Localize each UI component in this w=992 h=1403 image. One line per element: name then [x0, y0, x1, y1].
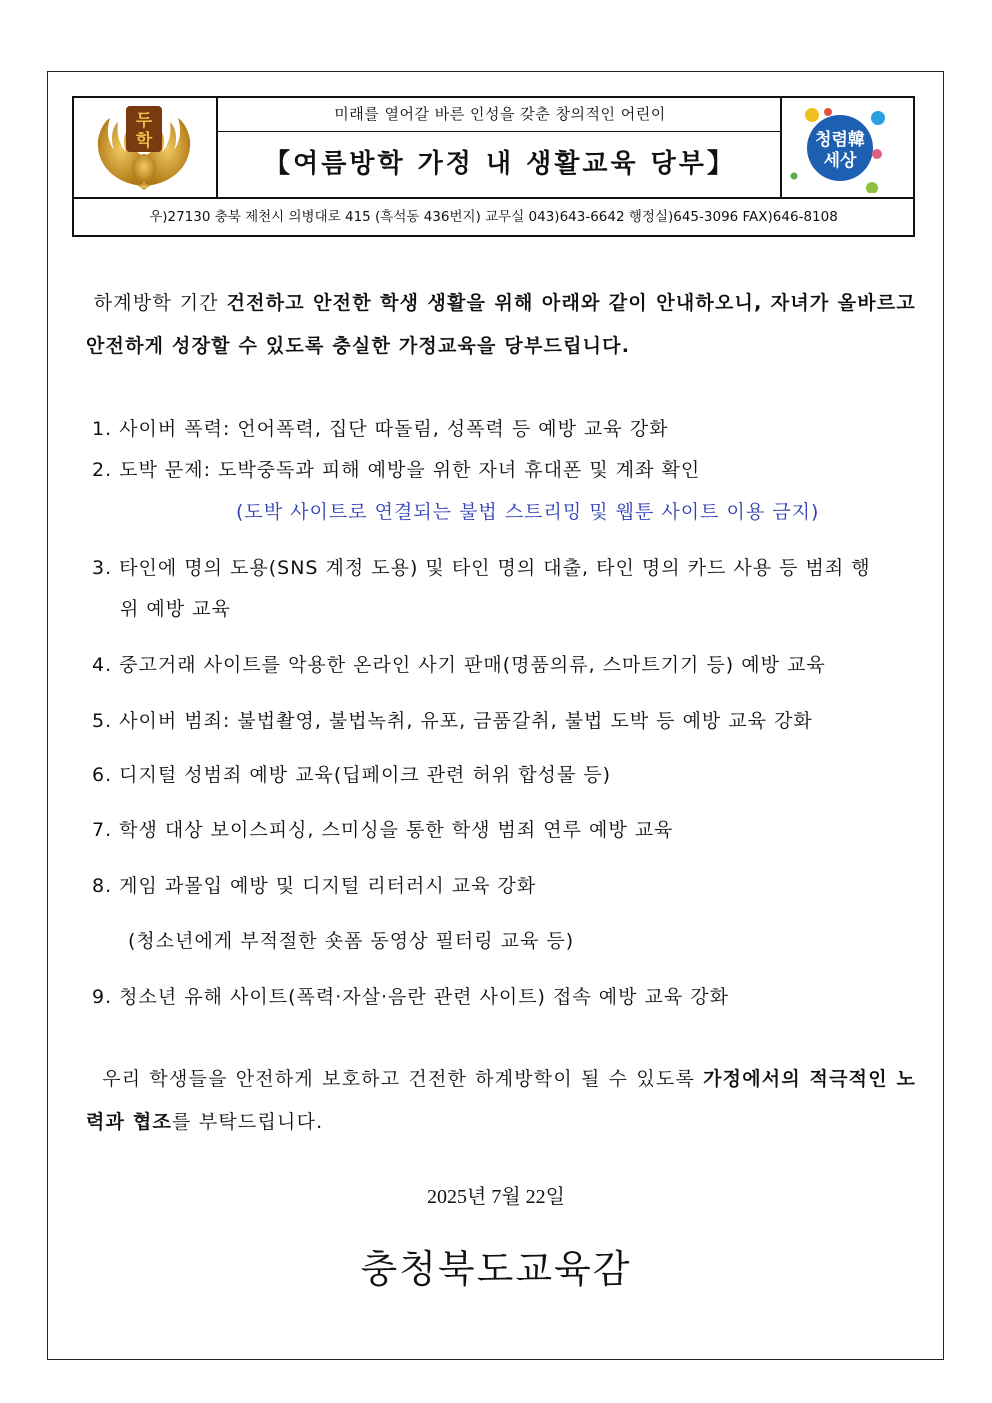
list-item: 1. 사이버 폭력: 언어폭력, 집단 따돌림, 성폭력 등 예방 교육 강화	[92, 418, 669, 440]
list-item: 7. 학생 대상 보이스피싱, 스미싱을 통한 학생 범죄 연루 예방 교육	[92, 819, 674, 841]
list-item: 4. 중고거래 사이트를 악용한 온라인 사기 판매(명품의류, 스마트기기 등) 예방 교육	[92, 654, 826, 676]
svg-text:청렴韓: 청렴韓	[815, 130, 865, 150]
closing-lead: 우리 학생들을 안전하게 보호하고 건전한 하계방학이 될 수 있도록	[102, 1068, 704, 1090]
list-item-continuation: 위 예방 교육	[120, 598, 231, 620]
closing-emphasis: 가정에서의 적극적인 노력과 협조	[86, 1068, 917, 1133]
page-title: 【여름방학 가정 내 생활교육 당부】	[264, 149, 736, 179]
list-item-note: (청소년에게 부적절한 숏폼 동영상 필터링 교육 등)	[128, 930, 575, 952]
list-item-note: (도박 사이트로 연결되는 불법 스트리밍 및 웹툰 사이트 이용 금지)	[236, 501, 820, 523]
list-item: 8. 게임 과몰입 예방 및 디지털 리터러시 교육 강화	[92, 875, 537, 897]
list-item: 6. 디지털 성범죄 예방 교육(딥페이크 관련 허위 합성물 등)	[92, 764, 612, 786]
list-item: 9. 청소년 유해 사이트(폭력·자살·음란 관련 사이트) 접속 예방 교육 강화	[92, 986, 729, 1008]
closing-tail: 를 부탁드립니다.	[172, 1111, 324, 1133]
school-motto: 미래를 열어갈 바른 인성을 갖춘 창의적인 어린이	[218, 98, 782, 132]
intro-emphasis: 건전하고 안전한 학생 생활을 위해 아래와 같이 안내하오니, 자녀가 올바르고 안전하게 성장할 수 있도록 충실한 가정교육을 당부드립니다.	[86, 292, 916, 357]
svg-text:세상: 세상	[823, 151, 857, 171]
school-address: 우)27130 충북 제천시 의병대로 415 (흑석동 436번지) 교무실 043)643-6642 행정실)645-3096 FAX)646-8108	[74, 197, 913, 235]
signer-name: 충청북도교육감	[360, 1247, 632, 1291]
list-item: 3. 타인에 명의 도용(SNS 계정 도용) 및 타인 명의 대출, 타인 명의 카드 사용 등 범죄 행	[92, 557, 871, 579]
integrity-logo-cell	[780, 98, 913, 197]
intro-paragraph	[86, 282, 916, 368]
school-emblem-cell	[74, 98, 218, 197]
list-item: 5. 사이버 범죄: 불법촬영, 불법녹취, 유포, 금품갈취, 불법 도박 등 예방 교육 강화	[92, 710, 813, 732]
letterhead	[72, 96, 915, 237]
svg-text:두: 두	[135, 111, 153, 131]
intro-lead: 하계방학 기간	[93, 292, 227, 314]
closing-paragraph	[86, 1058, 916, 1144]
svg-text:학: 학	[135, 131, 153, 151]
list-item: 2. 도박 문제: 도박중독과 피해 예방을 위한 자녀 휴대폰 및 계좌 확인	[92, 459, 701, 481]
issue-date: 2025년 7월 22일	[427, 1186, 565, 1208]
school-emblem-icon	[74, 98, 214, 193]
integrity-logo-icon	[782, 98, 911, 193]
